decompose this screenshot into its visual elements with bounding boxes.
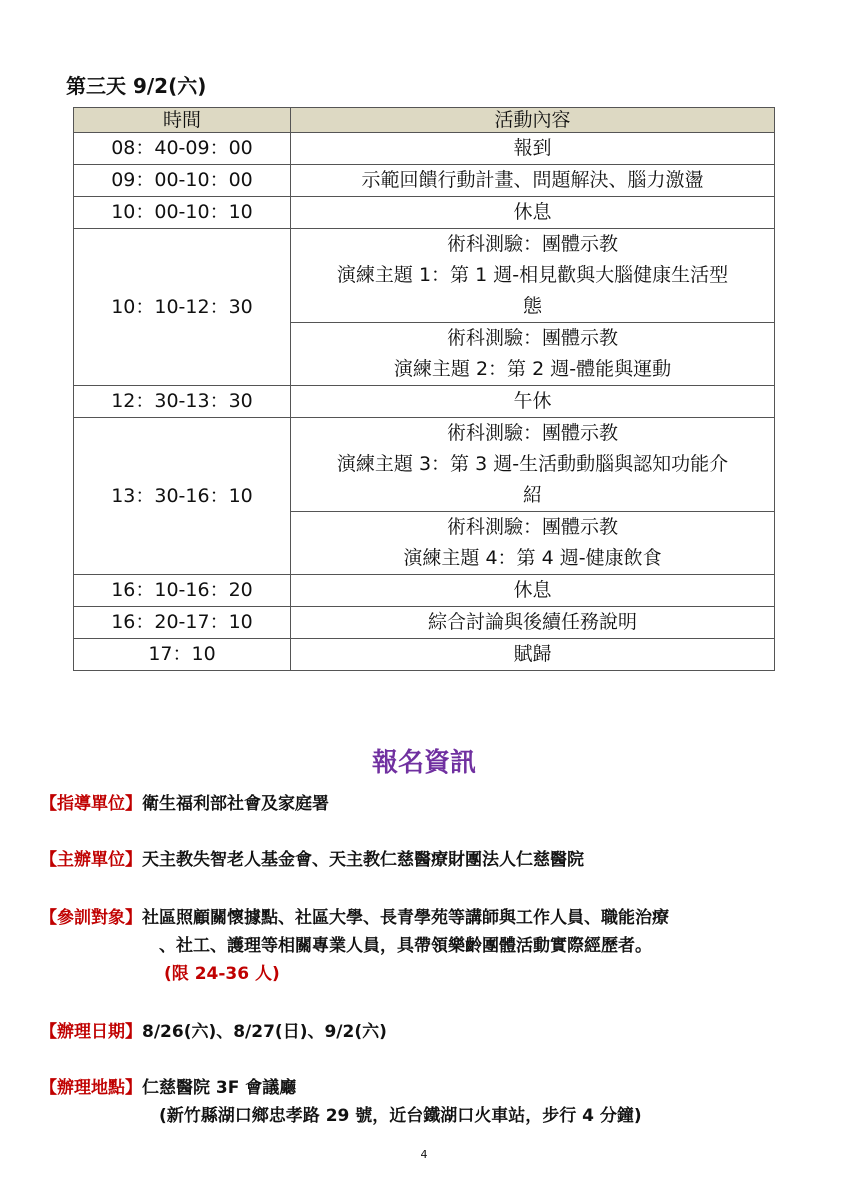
target-line-1: 社區照顧關懷據點、社區大學、長青學苑等講師與工作人員、職能治療 bbox=[142, 908, 669, 928]
header-activity: 活動內容 bbox=[291, 108, 775, 133]
time-cell: 17：10 bbox=[74, 639, 291, 671]
activity-line: 休息 bbox=[513, 579, 552, 601]
date-value: 8/26(六)、8/27(日)、9/2(六) bbox=[142, 1022, 387, 1042]
activity-cell bbox=[291, 575, 775, 607]
table-row bbox=[74, 607, 775, 639]
time-cell: 09：00-10：00 bbox=[74, 165, 291, 197]
activity-line: 演練主題 2：第 2 週-體能與運動 bbox=[393, 358, 672, 380]
activity-cell bbox=[291, 323, 775, 386]
guide-unit-label: 【指導單位】 bbox=[40, 794, 142, 814]
place-value: 仁慈醫院 3F 會議廳 bbox=[142, 1078, 297, 1098]
target-line-2: 、社工、護理等相關專業人員，具帶領樂齡團體活動實際經歷者。 bbox=[159, 936, 652, 956]
host-unit-value: 天主教失智老人基金會、天主教仁慈醫療財團法人仁慈醫院 bbox=[142, 850, 584, 870]
date-label: 【辦理日期】 bbox=[40, 1022, 142, 1042]
activity-cell bbox=[291, 607, 775, 639]
time-cell: 13：30-16：10 bbox=[74, 418, 291, 575]
event-dates bbox=[40, 1018, 387, 1046]
target-limit: (限 24-36 人) bbox=[164, 964, 280, 984]
day-title: 第三天 9/2(六) bbox=[66, 74, 207, 98]
host-unit-label: 【主辦單位】 bbox=[40, 850, 142, 870]
activity-line: 演練主題 1：第 1 週-相見歡與大腦健康生活型 bbox=[336, 264, 729, 286]
activity-line: 術科測驗：團體示教 bbox=[446, 516, 618, 538]
activity-line: 休息 bbox=[513, 201, 552, 223]
activity-cell bbox=[291, 639, 775, 671]
host-unit bbox=[40, 846, 584, 874]
page-number: 4 bbox=[420, 1148, 428, 1161]
schedule-header-row bbox=[74, 108, 775, 133]
schedule-body bbox=[74, 133, 775, 671]
table-row bbox=[74, 418, 775, 512]
activity-line: 午休 bbox=[513, 390, 552, 412]
activity-line: 演練主題 3：第 3 週-生活動動腦與認知功能介 bbox=[336, 453, 729, 475]
time-cell: 16：10-16：20 bbox=[74, 575, 291, 607]
activity-line: 演練主題 4：第 4 週-健康飲食 bbox=[403, 547, 662, 569]
event-location bbox=[40, 1074, 642, 1130]
table-row bbox=[74, 575, 775, 607]
activity-line: 賦歸 bbox=[513, 643, 552, 665]
header-time: 時間 bbox=[74, 108, 291, 133]
activity-line: 紹 bbox=[522, 484, 542, 506]
schedule-table bbox=[73, 107, 775, 671]
activity-cell bbox=[291, 229, 775, 323]
activity-cell bbox=[291, 386, 775, 418]
table-row bbox=[74, 197, 775, 229]
table-row bbox=[74, 133, 775, 165]
time-cell: 12：30-13：30 bbox=[74, 386, 291, 418]
target-audience bbox=[40, 904, 669, 988]
activity-cell bbox=[291, 197, 775, 229]
time-cell: 10：00-10：10 bbox=[74, 197, 291, 229]
place-label: 【辦理地點】 bbox=[40, 1078, 142, 1098]
time-cell: 08：40-09：00 bbox=[74, 133, 291, 165]
activity-line: 術科測驗：團體示教 bbox=[446, 327, 618, 349]
table-row bbox=[74, 386, 775, 418]
activity-line: 術科測驗：團體示教 bbox=[446, 233, 618, 255]
table-row bbox=[74, 639, 775, 671]
activity-cell bbox=[291, 133, 775, 165]
activity-cell bbox=[291, 512, 775, 575]
guide-unit bbox=[40, 790, 329, 818]
activity-line: 報到 bbox=[513, 137, 552, 159]
activity-line: 術科測驗：團體示教 bbox=[446, 422, 618, 444]
activity-line: 態 bbox=[522, 295, 542, 317]
guide-unit-value: 衛生福利部社會及家庭署 bbox=[142, 794, 329, 814]
activity-cell bbox=[291, 418, 775, 512]
table-row bbox=[74, 229, 775, 323]
activity-line: 綜合討論與後續任務說明 bbox=[427, 611, 637, 633]
place-note: (新竹縣湖口鄉忠孝路 29 號，近台鐵湖口火車站，步行 4 分鐘) bbox=[159, 1106, 642, 1126]
activity-line: 示範回饋行動計畫、問題解決、腦力激盪 bbox=[361, 169, 704, 191]
time-cell: 10：10-12：30 bbox=[74, 229, 291, 386]
activity-cell bbox=[291, 165, 775, 197]
time-cell: 16：20-17：10 bbox=[74, 607, 291, 639]
table-row bbox=[74, 165, 775, 197]
target-label: 【參訓對象】 bbox=[40, 908, 142, 928]
registration-title: 報名資訊 bbox=[371, 748, 476, 778]
